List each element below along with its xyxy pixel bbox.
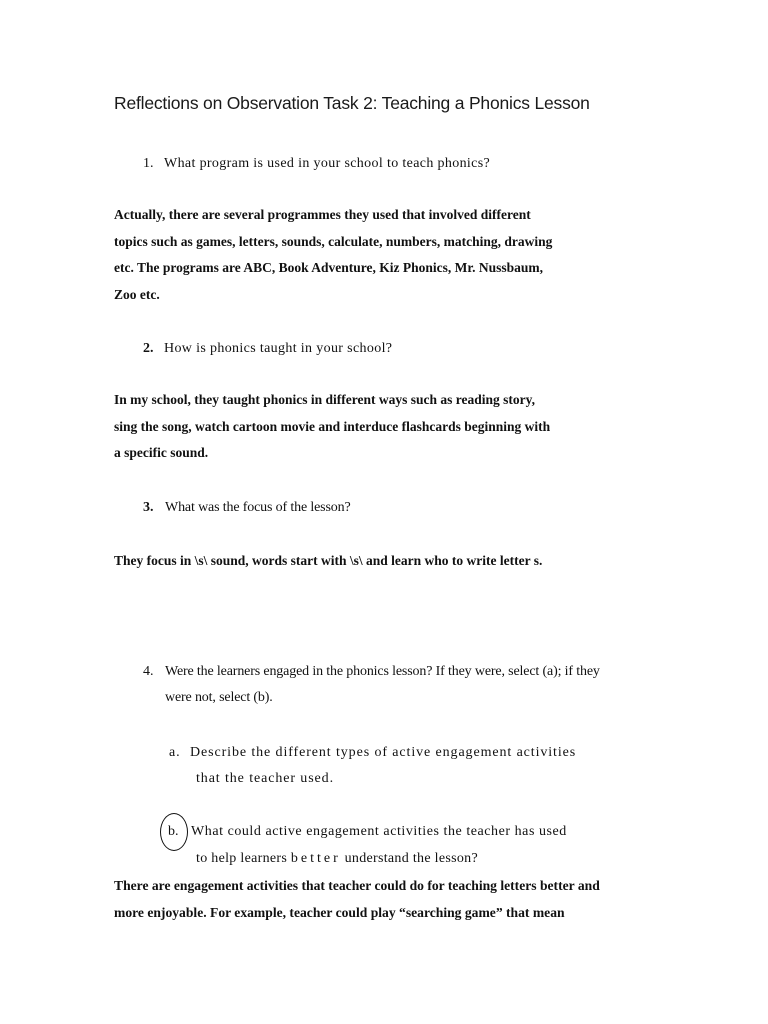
option-a-text-line-1: Describe the different types of active engagement activities [190, 745, 577, 760]
question-3-number: 3. [143, 500, 154, 515]
question-4-number: 4. [143, 664, 154, 679]
answer-4-line: more enjoyable. For example, teacher could play “searching game” that mean [114, 904, 565, 920]
question-2-number: 2. [143, 341, 154, 356]
answer-1-line: etc. The programs are ABC, Book Adventure, Kiz Phonics, Mr. Nussbaum, [114, 260, 544, 275]
option-b-label: b. [168, 824, 179, 839]
question-2-text: How is phonics taught in your school? [164, 341, 393, 356]
answer-2-line: sing the song, watch cartoon movie and interduce flashcards beginning with [114, 418, 551, 434]
option-b-text-line-2-start: to help learners [196, 851, 288, 866]
question-3-text: What was the focus of the lesson? [165, 500, 351, 515]
answer-2-line: In my school, they taught phonics in different ways such as reading story, [114, 392, 536, 407]
option-b-text-line-2 [196, 851, 478, 867]
answer-3-line: They focus in \s\ sound, words start with \s\ and learn who to write letter s. [114, 553, 543, 568]
option-b-text-emphasis: better [290, 851, 341, 866]
option-b-text-line-2-end: understand the lesson? [344, 851, 478, 866]
option-a-label: a. [169, 745, 181, 760]
answer-2 [114, 387, 550, 467]
answer-2-line: a specific sound. [114, 445, 209, 460]
document-title: Reflections on Observation Task 2: Teaching a Phonics Lesson [114, 93, 590, 113]
answer-3 [114, 548, 542, 575]
question-4-text-line-1: Were the learners engaged in the phonics lesson? If they were, select (a); if they [165, 664, 600, 679]
question-4-text-line-2: were not, select (b). [165, 690, 273, 705]
question-1-text: What program is used in your school to teach phonics? [164, 156, 491, 171]
option-a-text-line-2: that the teacher used. [196, 771, 334, 786]
answer-4 [114, 873, 600, 926]
answer-1-line: topics such as games, letters, sounds, calculate, numbers, matching, drawing [114, 233, 553, 249]
option-b-text-line-1: What could active engagement activities the teacher has used [191, 824, 567, 839]
answer-1-line: Actually, there are several programmes they used that involved different [114, 207, 531, 222]
answer-1 [114, 202, 552, 308]
answer-1-line: Zoo etc. [114, 286, 160, 302]
question-1-number: 1. [143, 156, 154, 171]
answer-4-line: There are engagement activities that teacher could do for teaching letters better and [114, 878, 600, 893]
